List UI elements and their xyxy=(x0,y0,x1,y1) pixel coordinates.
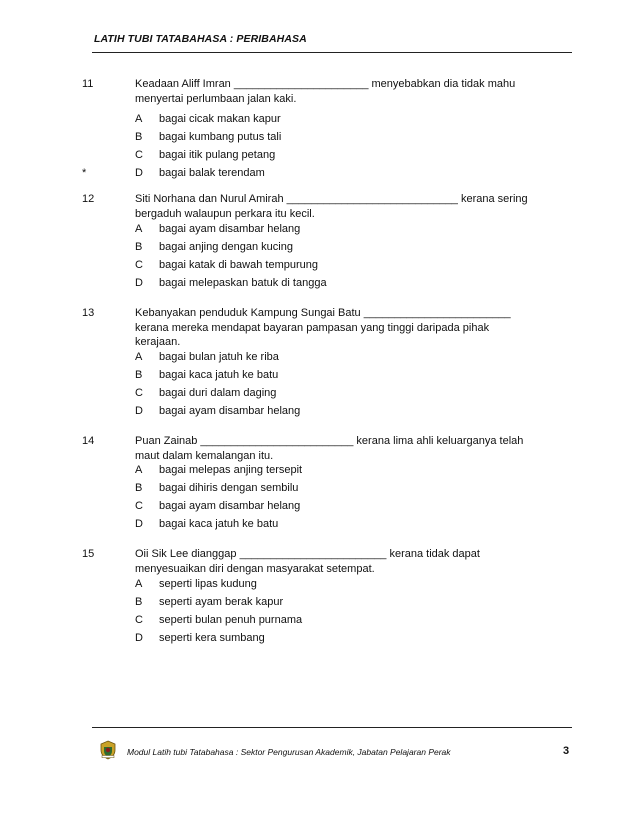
footer-text: Modul Latih tubi Tatabahasa : Sektor Pengurusan Akademik, Jabatan Pelajaran Perak xyxy=(127,747,451,757)
option-text: bagai kaca jatuh ke batu xyxy=(159,369,279,381)
option-b xyxy=(82,481,552,496)
question-text: Siti Norhana dan Nurul Amirah ____________________________ kerana sering bergaduh walaupun perkara itu kecil. xyxy=(135,193,528,220)
option-b xyxy=(82,130,552,145)
footer-divider xyxy=(92,727,572,728)
option-c xyxy=(82,148,552,163)
page-header-title: LATIH TUBI TATABAHASA : PERIBAHASA xyxy=(94,33,307,45)
option-letter: A xyxy=(135,223,143,235)
option-a xyxy=(82,112,552,127)
question-number: 12 xyxy=(82,193,95,205)
option-a xyxy=(82,350,552,365)
option-d xyxy=(82,276,552,291)
option-b xyxy=(82,240,552,255)
option-text: bagai cicak makan kapur xyxy=(159,113,281,125)
option-letter: C xyxy=(135,387,143,399)
question-text: Kebanyakan penduduk Kampung Sungai Batu ________________________ kerana mereka mendapat bayaran pampasan yang tinggi daripada pihak kerajaan. xyxy=(135,307,511,348)
option-text: bagai kumbang putus tali xyxy=(159,131,282,143)
option-letter: B xyxy=(135,131,143,143)
option-a xyxy=(82,463,552,478)
option-text: bagai katak di bawah tempurung xyxy=(159,259,318,271)
question-text: Keadaan Aliff Imran ______________________ menyebabkan dia tidak mahu menyertai perlumbaan jalan kaki. xyxy=(135,78,516,105)
option-letter: D xyxy=(135,405,143,417)
option-letter: C xyxy=(135,259,143,271)
option-c xyxy=(82,613,552,628)
option-text: bagai dihiris dengan sembilu xyxy=(159,482,299,494)
option-letter: A xyxy=(135,351,143,363)
option-d xyxy=(82,517,552,532)
option-text: bagai kaca jatuh ke batu xyxy=(159,518,279,530)
question-text: Oii Sik Lee dianggap ________________________ kerana tidak dapat menyesuaikan diri dengan masyarakat setempat. xyxy=(135,548,480,575)
option-text: bagai ayam disambar helang xyxy=(159,500,301,512)
option-c xyxy=(82,258,552,273)
option-letter: A xyxy=(135,464,143,476)
option-text: bagai melepaskan batuk di tangga xyxy=(159,277,327,289)
option-text: seperti ayam berak kapur xyxy=(159,596,284,608)
question-number: 11 xyxy=(82,78,94,90)
option-letter: D xyxy=(135,277,143,289)
option-text: seperti lipas kudung xyxy=(159,578,257,590)
option-c xyxy=(82,386,552,401)
question-number: 15 xyxy=(82,548,95,560)
option-text: bagai itik pulang petang xyxy=(159,149,276,161)
option-d xyxy=(82,404,552,419)
option-a xyxy=(82,222,552,237)
option-text: seperti bulan penuh purnama xyxy=(159,614,303,626)
option-text: bagai duri dalam daging xyxy=(159,387,277,399)
question-number: 14 xyxy=(82,435,95,447)
option-letter: D xyxy=(135,632,143,644)
option-c xyxy=(82,499,552,514)
option-letter: D xyxy=(135,167,143,179)
option-text: seperti kera sumbang xyxy=(159,632,265,644)
option-b xyxy=(82,595,552,610)
option-letter: A xyxy=(135,113,143,125)
option-d xyxy=(82,631,552,646)
option-text: bagai ayam disambar helang xyxy=(159,223,301,235)
header-divider xyxy=(92,52,572,53)
option-letter: A xyxy=(135,578,143,590)
option-letter: C xyxy=(135,614,143,626)
option-letter: B xyxy=(135,482,143,494)
option-letter: D xyxy=(135,518,143,530)
option-letter: B xyxy=(135,369,143,381)
question-text: Puan Zainab _________________________ kerana lima ahli keluarganya telah maut dalam kemalangan itu. xyxy=(135,435,524,462)
option-text: bagai balak terendam xyxy=(159,167,265,179)
option-letter: B xyxy=(135,241,143,253)
option-d xyxy=(82,166,552,181)
option-b xyxy=(82,368,552,383)
page-number: 3 xyxy=(563,745,570,757)
question-number: 13 xyxy=(82,307,95,319)
option-text: bagai bulan jatuh ke riba xyxy=(159,351,279,363)
option-text: bagai ayam disambar helang xyxy=(159,405,301,417)
option-letter: C xyxy=(135,149,143,161)
option-a xyxy=(82,577,552,592)
answer-marker: * xyxy=(82,167,87,179)
state-crest-icon xyxy=(98,740,118,760)
option-text: bagai anjing dengan kucing xyxy=(159,241,293,253)
option-letter: C xyxy=(135,500,143,512)
option-text: bagai melepas anjing tersepit xyxy=(159,464,303,476)
option-letter: B xyxy=(135,596,143,608)
